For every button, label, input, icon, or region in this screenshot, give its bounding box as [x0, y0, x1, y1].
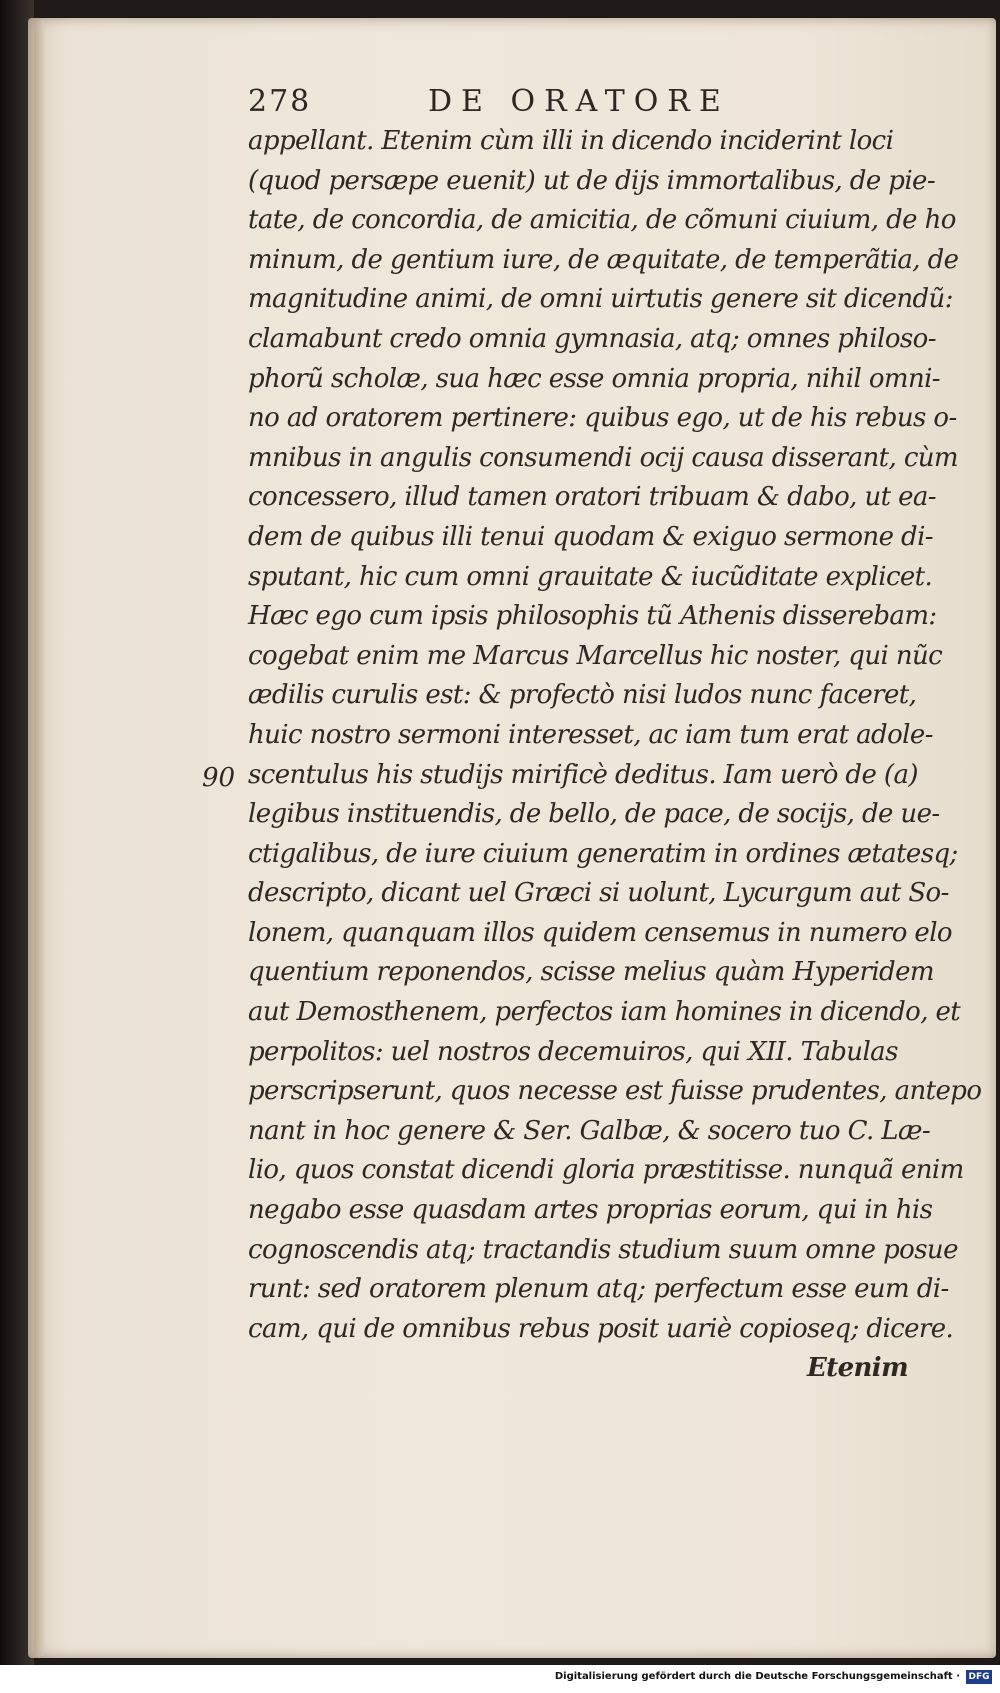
- text-line: scentulus his studijs mirificè deditus. Iam uerò de (a): [248, 759, 918, 790]
- footer-credit: Digitalisierung gefördert durch die Deutsche Forschungsgemeinschaft ·: [554, 1671, 960, 1682]
- text-line: Hæc ego cum ipsis philosophis tũ Athenis disserebam:: [248, 601, 937, 632]
- text-line: perscripserunt, quos necesse est fuisse prudentes, antepo: [248, 1076, 982, 1107]
- page-number: 278: [248, 84, 312, 119]
- text-line: lio, quos constat dicendi gloria præstitisse. nunquã enim: [248, 1155, 964, 1186]
- text-line: huic nostro sermoni interesset, ac iam tum erat adole-: [248, 719, 933, 750]
- text-line: tate, de concordia, de amicitia, de cõmuni ciuium, de ho: [248, 205, 956, 236]
- text-line: clamabunt credo omnia gymnasia, atq; omnes philoso-: [248, 323, 936, 354]
- catchword: Etenim: [806, 1353, 908, 1384]
- text-line: runt: sed oratorem plenum atq; perfectum esse eum di-: [248, 1274, 949, 1305]
- running-title: DE ORATORE: [428, 84, 730, 119]
- text-line: nant in hoc genere & Ser. Galbæ, & socero tuo C. Læ-: [248, 1115, 930, 1146]
- page-header: [248, 80, 908, 120]
- footer-bar: [0, 1665, 1000, 1693]
- text-line: dem de quibus illi tenui quodam & exiguo sermone di-: [248, 521, 933, 552]
- text-line: phorũ scholæ, sua hæc esse omnia propria, nihil omni-: [248, 363, 940, 394]
- dfg-logo: DFG: [966, 1670, 992, 1684]
- text-line: descripto, dicant uel Græci si uolunt, Lycurgum aut So-: [248, 878, 949, 909]
- text-line: sputant, hic cum omni grauitate & iucũditate explicet.: [248, 561, 933, 592]
- text-line: no ad oratorem pertinere: quibus ego, ut de his rebus o-: [248, 403, 957, 434]
- text-line: ædilis curulis est: & profectò nisi ludos nunc faceret,: [248, 680, 917, 711]
- text-line: mnibus in angulis consumendi ocij causa disserant, cùm: [248, 442, 958, 473]
- text-line: cognoscendis atq; tractandis studium suum omne posue: [248, 1234, 958, 1265]
- text-line: magnitudine animi, de omni uirtutis genere sit dicendũ:: [248, 284, 953, 315]
- text-line: ctigalibus, de iure ciuium generatim in ordines ætatesq;: [248, 838, 958, 869]
- text-line: (quod persæpe euenit) ut de dijs immortalibus, de pie-: [248, 165, 936, 196]
- text-line: negabo esse quasdam artes proprias eorum, qui in his: [248, 1195, 933, 1226]
- margin-line-number: 90: [202, 763, 236, 793]
- text-line: quentium reponendos, scisse melius quàm Hyperidem: [248, 957, 934, 988]
- text-line: cam, qui de omnibus rebus posit uariè copioseq; dicere.: [248, 1313, 954, 1344]
- text-line: aut Demosthenem, perfectos iam homines in dicendo, et: [248, 997, 961, 1028]
- text-line: lonem, quanquam illos quidem censemus in numero elo: [248, 917, 952, 948]
- text-line: perpolitos: uel nostros decemuiros, qui XII. Tabulas: [248, 1036, 898, 1067]
- text-line: legibus instituendis, de bello, de pace, de socijs, de ue-: [248, 799, 940, 830]
- text-line: minum, de gentium iure, de æquitate, de temperãtia, de: [248, 244, 959, 275]
- body-text: [248, 122, 982, 1389]
- text-line: concessero, illud tamen oratori tribuam & dabo, ut ea-: [248, 482, 936, 513]
- page-gutter: [34, 20, 44, 1656]
- text-line: appellant. Etenim cùm illi in dicendo inciderint loci: [248, 126, 894, 156]
- text-line: cogebat enim me Marcus Marcellus hic noster, qui nũc: [248, 640, 943, 671]
